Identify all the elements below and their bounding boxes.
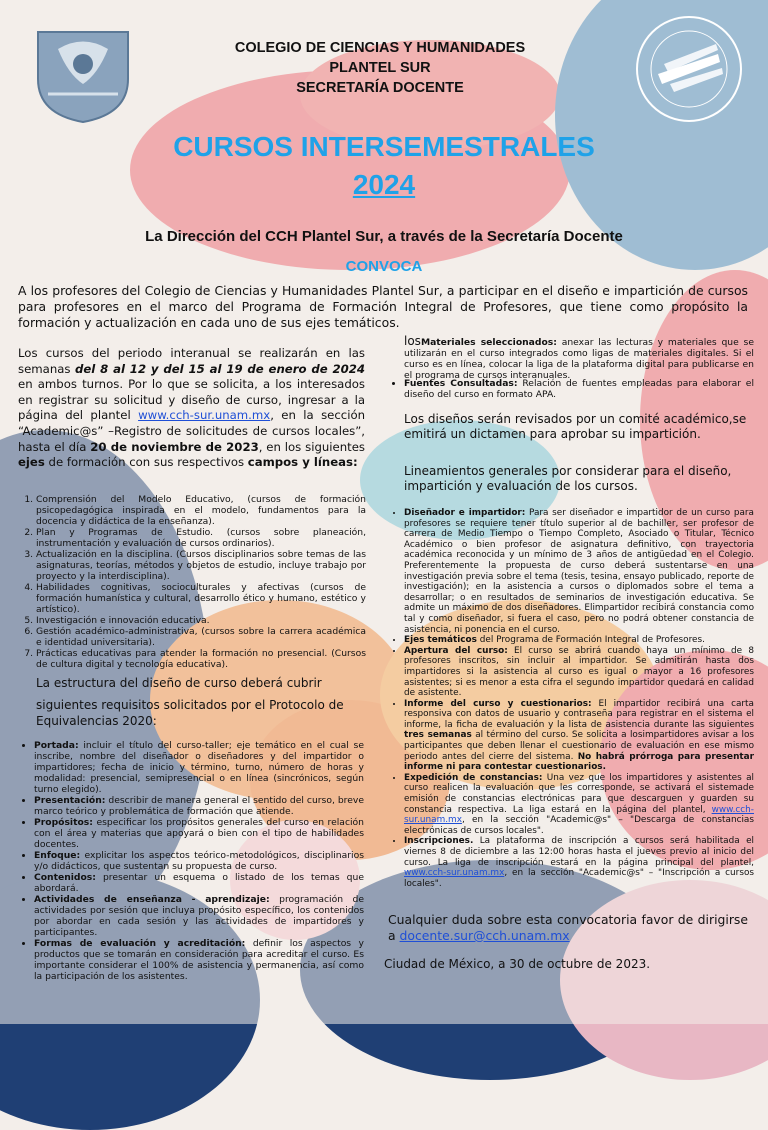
header-institution: COLEGIO DE CIENCIAS Y HUMANIDADES <box>234 40 526 56</box>
list-item: 1. Comprensión del Modelo Educativo, (cursos de formación psicopedagógica inspirada en el modelo, fundamentos para la docencia y didáctica de la enseñanza). <box>36 494 366 527</box>
ejes-list <box>36 494 366 670</box>
list-item: 6. Gestión académico-administrativa, (cursos sobre la carrera académica e identidad universitaria). <box>36 626 366 648</box>
list-item: • Contenidos: presentar un esquema o listado de los temas que abordará. <box>34 872 364 894</box>
list-item: • Expedición de constancias: Una vez que los impartidores y asistentes al curso realicen la evaluación que les corresponde, se activará el sistemade emisión de constancias electrónicas para que descarguen y guarden su constancia respectiva. La liga estará en la página del plantel, www.cch-sur.unam.mx, en la sección "Academic@s" – "Descarga de constancias electrónicas de cursos locales". <box>404 773 754 837</box>
list-item: 2. Plan y Programas de Estudio. (cursos sobre planeación, instrumentación y evaluación de cursos ordinarios). <box>36 527 366 549</box>
page-title-year: 2024 <box>352 169 416 200</box>
constancias-link[interactable]: www.cch-sur.unam.mx <box>404 804 754 826</box>
date-line: Ciudad de México, a 30 de octubre de 2023. <box>384 957 651 971</box>
materiales-item: losMateriales seleccionados: anexar las lecturas y materiales que se utilizarán en el curso integrados como ligas de materiales digitales. Si el curso es en línea, colocar la liga de la plataforma digital para publicarse en el programa de cursos interanuales. <box>404 334 754 381</box>
convoca-heading: CONVOCA <box>345 258 423 275</box>
estructura-line2: siguientes requisitos solicitados por el Protocolo de Equivalencias 2020: <box>36 698 344 728</box>
list-item: • Fuentes Consultadas: Relación de fuentes empleadas para elaborar el diseño del curso en formato APA. <box>404 378 754 400</box>
list-item: • Presentación: describir de manera general el sentido del curso, breve marco teórico y problemática de formación que atiende. <box>34 795 364 817</box>
list-item: • Apertura del curso: El curso se abrirá cuando haya un mínimo de 8 profesores inscritos, sin incluir al impartidor. Se admitirán hasta dos impartidores si la asistencia al curso es igual o mayor a 16 profesores asistentes; si es menor a esta cifra el segundo impartidor quedará en calidad de asistente. <box>404 646 754 699</box>
cch-sur-logo <box>628 14 750 124</box>
intro-paragraph: A los profesores del Colegio de Ciencias y Humanidades Plantel Sur, a participar en el diseño e impartición de cursos para profesores en el marco del Programa de Formación Integral de Profesores, que tiene como propósito la formación y actualización en cada uno de sus ejes temáticos. <box>18 283 748 330</box>
inscripcion-link[interactable]: www.cch-sur.unam.mx <box>404 868 505 879</box>
list-item: • Propósitos: especificar los propósitos generales del curso en relación con el área y materias que apoyará o bien con el tipo de habilidades docentes. <box>34 817 364 850</box>
list-item: 5. Investigación e innovación educativa. <box>36 615 366 626</box>
requisitos-list <box>34 740 364 982</box>
list-item: • Diseñador e impartidor: Para ser diseñador e impartidor de un curso para profesores se requiere tener título superior al de bachiller, ser profesor de carrera de Medio Tiempo o Tiempo Completo, Asociado o Titular, Técnico Académico o bien profesor de asignatura definitivo, con trayectoria académica reconocida y un mínimo de 3 años de antigüedad en el Colegio. Preferentemente la propuesta de curso deberá sustentarse en una investigación previa sobre el tema (tesis, tesina, ensayo publicado, reporte de investigación); en la asistencia a cursos o diplomados sobre el tema a desarrollar; o en resultados de seminarios de investigación educativa. Se admite un máximo de dos diseñadores. Elimpartidor recibirá constancia como tal y como diseñador, si fuera el caso, pero no podrá obtener constancia de asistencia, ni ponencia en el curso. <box>404 508 754 635</box>
fuentes-list <box>404 378 754 400</box>
list-item: 7. Prácticas educativas para atender la formación no presencial. (Cursos de cultura digital y tecnología educativa). <box>36 648 366 670</box>
list-item: 3. Actualización en la disciplina. (Cursos disciplinarios sobre temas de las asignaturas, teorías, métodos y objetos de estudio, incluye trabajo por proyecto y la interdisciplina). <box>36 549 366 582</box>
list-item: • Formas de evaluación y acreditación: definir los aspectos y productos que se tomarán en consideración para acreditar el curso. Es importante considerar el 100% de asistencia y permanencia, así como la participación de los asistentes. <box>34 938 364 982</box>
left-intro-paragraph: Los cursos del periodo interanual se realizarán en las semanas del 8 al 12 y del 15 al 19 de enero de 2024 en ambos turnos. Por lo que se solicita, a los interesados en registrar su solicitud y diseño de curso, ingresar a la página del plantel www.cch-sur.unam.mx, en la sección “Academic@s” –Registro de solicitudes de cursos locales”, hasta el día 20 de noviembre de 2023, en los siguientes ejes de formación con sus respectivos campos y líneas: <box>18 346 365 470</box>
list-item: • Ejes temáticos del Programa de Formación Integral de Profesores. <box>404 635 754 646</box>
subtitle: La Dirección del CCH Plantel Sur, a través de la Secretaría Docente <box>145 228 623 245</box>
estructura-line1: La estructura del diseño de curso deberá cubrir <box>36 676 322 690</box>
dudas-paragraph: Cualquier duda sobre esta convocatoria favor de dirigirse a docente.sur@cch.unam.mx <box>388 912 748 943</box>
plantel-website-link[interactable]: www.cch-sur.unam.mx <box>138 408 271 423</box>
header-department: SECRETARÍA DOCENTE <box>296 80 464 96</box>
list-item: • Informe del curso y cuestionarios: El impartidor recibirá una carta responsiva con datos de usuario y contraseña para registrar en el sistema el informe, la ficha de evaluación y la lista de asistencia durante las siguientes tres semanas al término del curso. Se solicita a losimpartidores avisar a los participantes que deben llenar el cuestionario de evaluación en ese mismo periodo antes del cierre del sistema. No habrá prórroga para presentar informe ni para contestar cuestionarios. <box>404 699 754 773</box>
page-title: CURSOS INTERSEMESTRALES <box>173 131 595 162</box>
contact-email-link[interactable]: docente.sur@cch.unam.mx <box>399 928 570 943</box>
list-item: • Portada: incluir el título del curso-taller; eje temático en el cual se inscribe, nombre del diseñador o diseñadores y del impartidor o impartidores; fecha de inicio y término, turno, número de horas y modalidad: presencial, semipresencial o en línea (sincrónicos, según turno elegido). <box>34 740 364 795</box>
list-item: • Enfoque: explicitar los aspectos teórico-metodológicos, disciplinarios y/o didácticos, que sustentan su propuesta de curso. <box>34 850 364 872</box>
unam-crest-logo <box>28 24 138 124</box>
list-item: • Inscripciones. La plataforma de inscripción a cursos será habilitada el viernes 8 de diciembre a las 12:00 horas hasta el jueves previo al inicio del curso. La liga de inscripción estará en la página principal del plantel, www.cch-sur.unam.mx, en la sección "Academic@s" – "Inscripción a cursos locales". <box>404 836 754 889</box>
lineamientos-list <box>404 508 754 889</box>
lineamientos-paragraph: Lineamientos generales por considerar para el diseño, impartición y evaluación de los cursos. <box>404 464 732 493</box>
list-item: • Actividades de enseñanza - aprendizaje: programación de actividades por sesión que incluya propósito específico, los contenidos por abordar en cada sesión y las actividades de impartidores y participantes. <box>34 894 364 938</box>
list-item: 4. Habilidades cognitivas, socioculturales y afectivas (cursos de formación humanística y cultural, desarrollo ético y humano, estético y artístico). <box>36 582 366 615</box>
revisados-paragraph: Los diseños serán revisados por un comité académico,se emitirá un dictamen para aprobar su impartición. <box>404 412 747 441</box>
header-campus: PLANTEL SUR <box>329 60 431 76</box>
